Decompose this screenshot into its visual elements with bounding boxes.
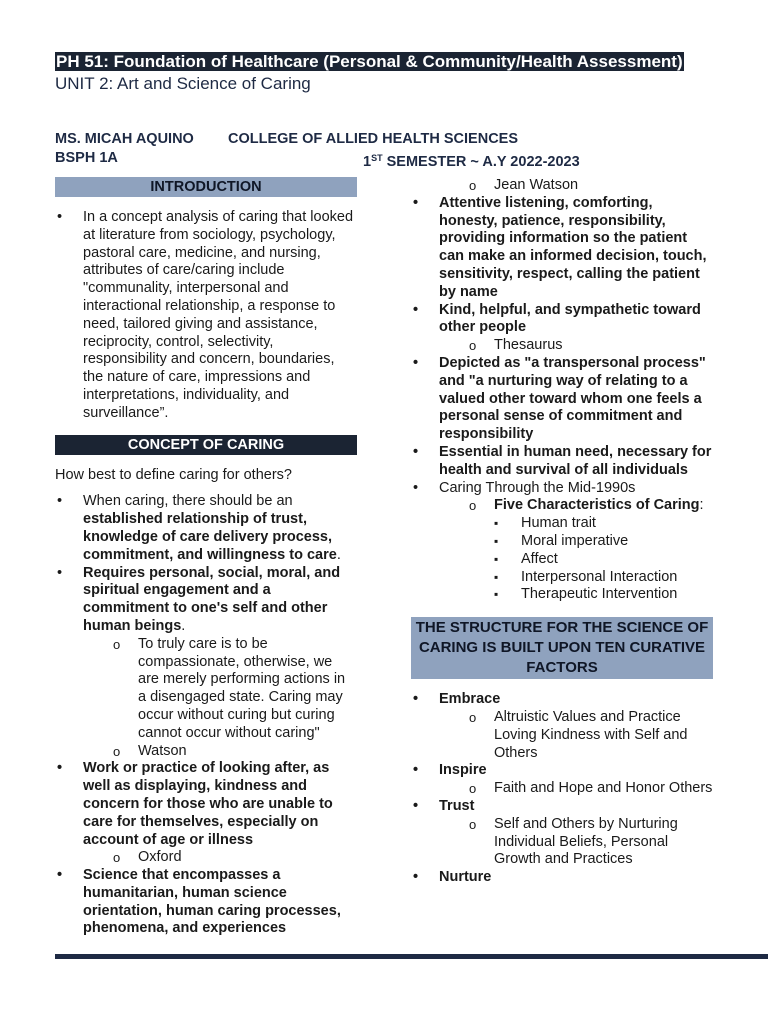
- item-end: .: [336, 546, 341, 563]
- caring-list: [411, 177, 713, 604]
- list-item: • Depicted as "a transpersonal process" and "a nurturing way of relating to a valued other toward whom one feels a personal sense of commitment and responsibility: [411, 355, 713, 444]
- factor-detail: o Faith and Hope and Honor Others: [411, 780, 713, 798]
- unit-title: UNIT 2: Art and Science of Caring: [55, 74, 311, 93]
- factor-name: • Inspire: [411, 762, 713, 780]
- sub-list-item: o Jean Watson: [411, 177, 713, 195]
- item-bold-text: Five Characteristics of Caring: [494, 497, 700, 514]
- semester-superscript: ST: [371, 153, 383, 163]
- introduction-heading: INTRODUCTION: [55, 177, 357, 197]
- trait-item: ▪ Moral imperative: [411, 533, 713, 551]
- concept-list: [55, 493, 357, 938]
- list-item: • In a concept analysis of caring that looked at literature from sociology, psychology, pastoral care, medicine, and nursing, attributes of care/caring include "communality, interpersonal and interactional relationship, a response to need, tailored giving and assistance, reciprocity, control, selectivity, responsibility and concern, boundaries, the nature of care, impressions and interpretations, individuality, and surveillance”.: [55, 209, 357, 423]
- left-column: [55, 177, 357, 938]
- structure-heading: THE STRUCTURE FOR THE SCIENCE OF CARING IS BUILT UPON TEN CURATIVE FACTORS: [411, 617, 713, 679]
- factor-detail: o Altruistic Values and Practice Loving Kindness with Self and Others: [411, 709, 713, 762]
- trait-item: ▪ Therapeutic Intervention: [411, 586, 713, 604]
- list-item: • Kind, helpful, and sympathetic toward other people: [411, 302, 713, 338]
- factor-detail: o Self and Others by Nurturing Individual Beliefs, Personal Growth and Practices: [411, 816, 713, 869]
- factor-name: • Nurture: [411, 869, 713, 887]
- semester-text: SEMESTER ~ A.Y 2022-2023: [382, 154, 580, 170]
- item-end: :: [699, 497, 704, 514]
- sub-list-item: o Oxford: [55, 849, 357, 867]
- list-item: [55, 565, 357, 636]
- sub-list-item: o To truly care is to be compassionate, otherwise, we are merely performing actions in a disengaged state. Caring may occur without curing but curing cannot occur without caring": [55, 636, 357, 743]
- semester-number: 1: [363, 154, 372, 170]
- course-title-text: PH 51: Foundation of Healthcare (Personal & Community/Health Assessment): [56, 52, 683, 71]
- sub-list-item: [411, 497, 713, 515]
- bottom-divider: [55, 954, 768, 959]
- right-column: [411, 177, 713, 887]
- concept-heading: CONCEPT OF CARING: [55, 435, 357, 455]
- section-name: BSPH 1A: [55, 150, 118, 166]
- factors-list: [411, 691, 713, 887]
- college-name: COLLEGE OF ALLIED HEALTH SCIENCES: [228, 131, 519, 147]
- item-text: When caring, there should be an: [83, 493, 293, 510]
- trait-item: ▪ Human trait: [411, 515, 713, 533]
- list-item: • Work or practice of looking after, as well as displaying, kindness and concern for those who are unable to care for themselves, especially on account of age or illness: [55, 760, 357, 849]
- list-item: • Attentive listening, comforting, honesty, patience, responsibility, providing information so the patient can make an informed decision, touch, sensitivity, respect, calling the patient by name: [411, 195, 713, 302]
- sub-list-item: o Thesaurus: [411, 337, 713, 355]
- list-item: • Science that encompasses a humanitarian, human science orientation, human caring processes, phenomena, and experiences: [55, 867, 357, 938]
- list-item: [55, 493, 357, 564]
- document-header: [55, 51, 715, 94]
- semester-info: [363, 149, 580, 172]
- item-bold-text: Requires personal, social, moral, and spiritual engagement and a commitment to one's self and other human beings: [83, 564, 341, 634]
- course-meta: [55, 130, 675, 168]
- trait-item: ▪ Interpersonal Interaction: [411, 569, 713, 587]
- factor-name: • Trust: [411, 798, 713, 816]
- list-item: • Essential in human need, necessary for health and survival of all individuals: [411, 444, 713, 480]
- list-item: • Caring Through the Mid-1990s: [411, 480, 713, 498]
- factor-name: • Embrace: [411, 691, 713, 709]
- trait-item: ▪ Affect: [411, 551, 713, 569]
- course-title: [55, 51, 715, 73]
- item-end: .: [181, 617, 186, 634]
- concept-question: How best to define caring for others?: [55, 466, 292, 483]
- sub-list-item: o Watson: [55, 743, 357, 761]
- item-bold-text: established relationship of trust, knowledge of care delivery process, commitment, and willingness to care: [83, 511, 337, 563]
- intro-list: [55, 209, 357, 423]
- instructor-name: MS. MICAH AQUINO: [55, 131, 194, 147]
